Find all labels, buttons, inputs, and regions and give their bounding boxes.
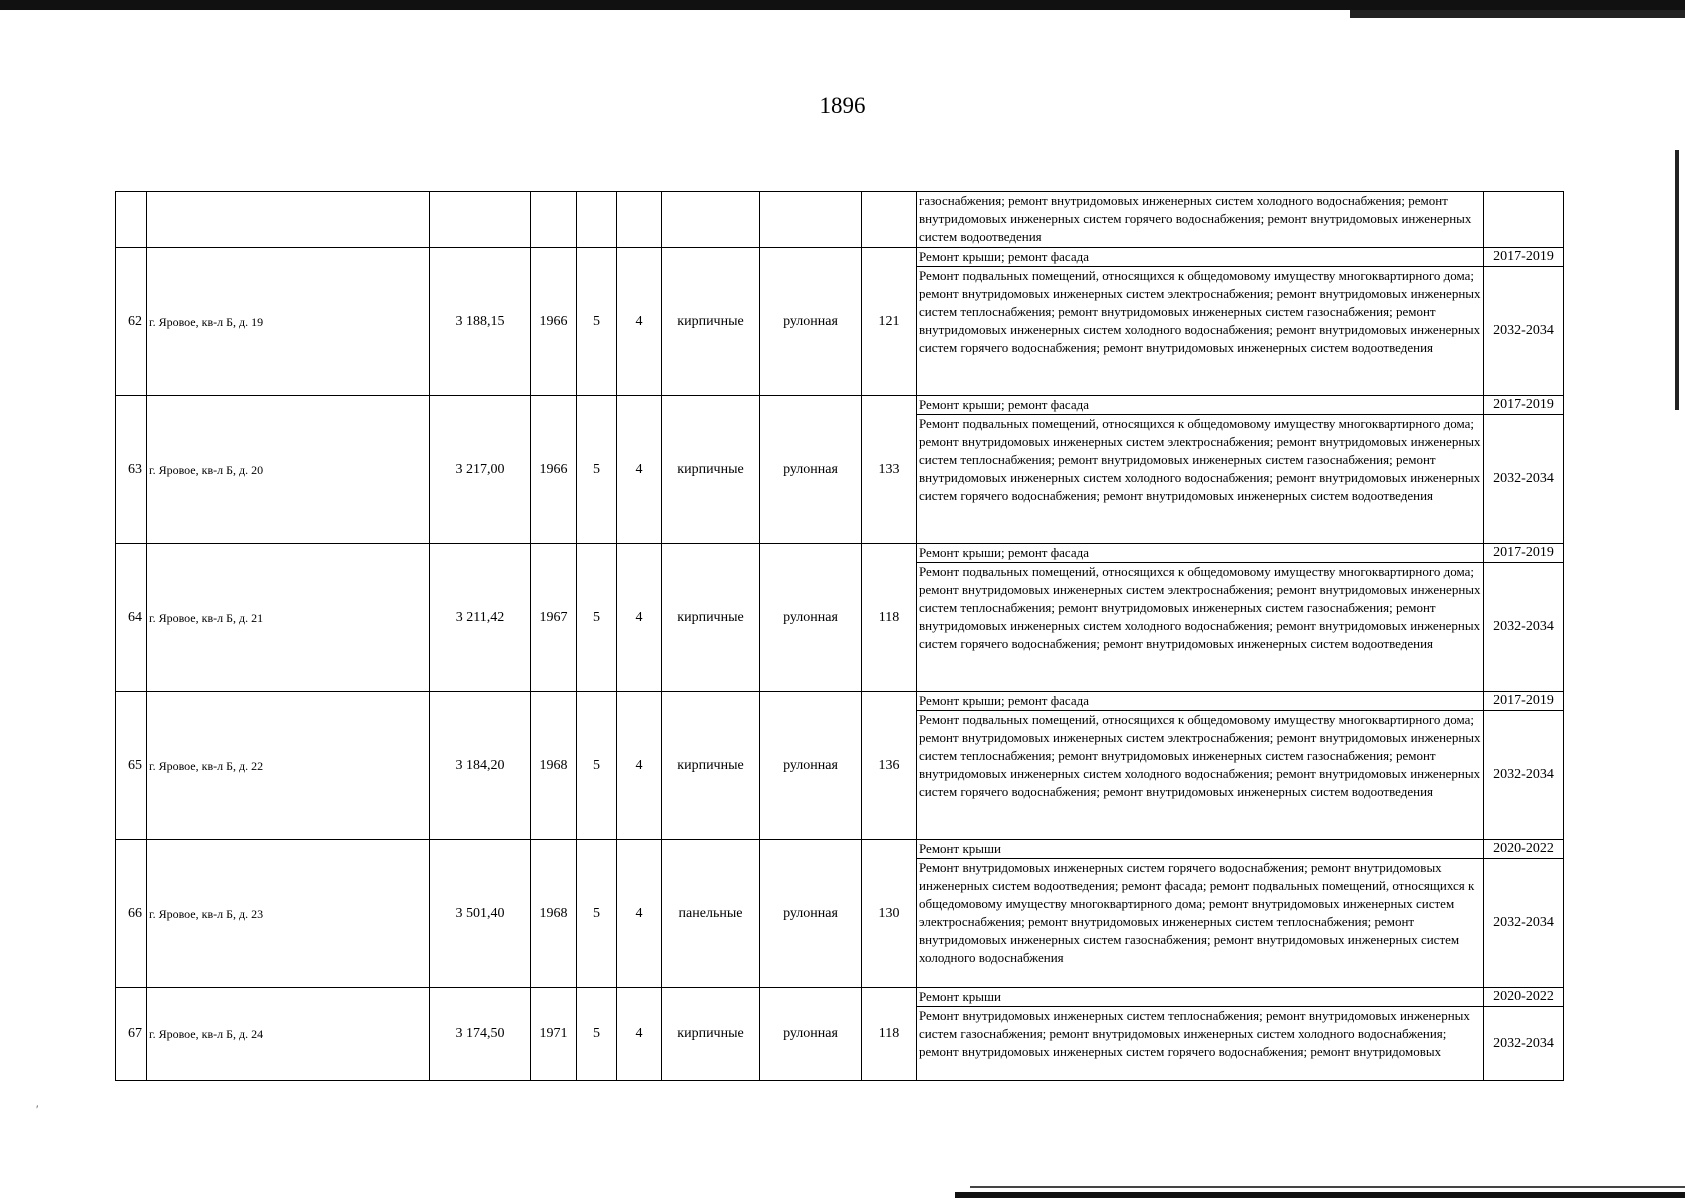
scan-border-top bbox=[0, 0, 1685, 10]
year-built: 1966 bbox=[531, 248, 577, 396]
period-secondary: 2032-2034 bbox=[1484, 859, 1564, 988]
works-secondary: Ремонт подвальных помещений, относящихся к общедомовому имуществу многоквартирного дома; ремонт внутридомовых инженерных систем электроснабжения; ремонт внутридомовых инженерных систем теплоснабжения; ремонт внутридомовых инженерных систем газоснабжения; ремонт внутридомовых инженерных систем холодного водоснабжения; ремонт внутридомовых инженерных систем горячего водоснабжения; ремонт внутридомовых инженерных систем водоотведения bbox=[917, 563, 1484, 692]
wall-material: панельные bbox=[662, 840, 760, 988]
year-built: 1971 bbox=[531, 988, 577, 1081]
entrances: 4 bbox=[617, 988, 662, 1081]
scan-border-bottom-line bbox=[970, 1186, 1685, 1188]
address: г. Яровое, кв-л Б, д. 21 bbox=[147, 544, 430, 692]
works-primary: Ремонт крыши bbox=[917, 988, 1484, 1007]
table-row bbox=[116, 396, 1564, 415]
area: 3 188,15 bbox=[430, 248, 531, 396]
period-secondary: 2032-2034 bbox=[1484, 563, 1564, 692]
works-primary: Ремонт крыши; ремонт фасада bbox=[917, 396, 1484, 415]
wall-material: кирпичные bbox=[662, 396, 760, 544]
address: г. Яровое, кв-л Б, д. 20 bbox=[147, 396, 430, 544]
entrances: 4 bbox=[617, 396, 662, 544]
year-built: 1966 bbox=[531, 396, 577, 544]
cell-empty bbox=[862, 192, 917, 248]
page-number: 1896 bbox=[819, 93, 866, 118]
works-secondary: Ремонт внутридомовых инженерных систем теплоснабжения; ремонт внутридомовых инженерных систем газоснабжения; ремонт внутридомовых инженерных систем холодного водоснабжения; ремонт внутридомовых инженерных систем горячего водоснабжения; ремонт внутридомовых bbox=[917, 1007, 1484, 1081]
roof-type: рулонная bbox=[760, 840, 862, 988]
works-secondary: Ремонт подвальных помещений, относящихся к общедомовому имуществу многоквартирного дома; ремонт внутридомовых инженерных систем электроснабжения; ремонт внутридомовых инженерных систем теплоснабжения; ремонт внутридомовых инженерных систем газоснабжения; ремонт внутридомовых инженерных систем холодного водоснабжения; ремонт внутридомовых инженерных систем горячего водоснабжения; ремонт внутридомовых инженерных систем водоотведения bbox=[917, 711, 1484, 840]
housing-repair-table bbox=[115, 191, 1564, 1081]
row-number: 65 bbox=[116, 692, 147, 840]
floors: 5 bbox=[577, 544, 617, 692]
roof-type: рулонная bbox=[760, 692, 862, 840]
period-primary: 2020-2022 bbox=[1484, 988, 1564, 1007]
roof-type: рулонная bbox=[760, 248, 862, 396]
wall-material: кирпичные bbox=[662, 988, 760, 1081]
roof-type: рулонная bbox=[760, 396, 862, 544]
row-number: 66 bbox=[116, 840, 147, 988]
scan-border-right bbox=[1675, 150, 1679, 410]
table-row bbox=[116, 692, 1564, 711]
cell-empty bbox=[617, 192, 662, 248]
area: 3 501,40 bbox=[430, 840, 531, 988]
floors: 5 bbox=[577, 396, 617, 544]
floors: 5 bbox=[577, 840, 617, 988]
floors: 5 bbox=[577, 988, 617, 1081]
area: 3 184,20 bbox=[430, 692, 531, 840]
scan-speck: ′ bbox=[36, 1102, 39, 1116]
works-continuation: газоснабжения; ремонт внутридомовых инженерных систем холодного водоснабжения; ремонт внутридомовых инженерных систем горячего водоснабжения; ремонт внутридомовых инженерных систем водоотведения bbox=[917, 192, 1484, 248]
cell-empty bbox=[147, 192, 430, 248]
floors: 5 bbox=[577, 248, 617, 396]
row-number: 62 bbox=[116, 248, 147, 396]
works-primary: Ремонт крыши; ремонт фасада bbox=[917, 544, 1484, 563]
continuation-row bbox=[116, 192, 1564, 248]
cell-empty bbox=[116, 192, 147, 248]
entrances: 4 bbox=[617, 840, 662, 988]
year-built: 1968 bbox=[531, 840, 577, 988]
residents: 118 bbox=[862, 544, 917, 692]
entrances: 4 bbox=[617, 692, 662, 840]
residents: 118 bbox=[862, 988, 917, 1081]
entrances: 4 bbox=[617, 544, 662, 692]
cell-empty bbox=[1484, 192, 1564, 248]
cell-empty bbox=[662, 192, 760, 248]
period-primary: 2017-2019 bbox=[1484, 396, 1564, 415]
works-primary: Ремонт крыши; ремонт фасада bbox=[917, 692, 1484, 711]
wall-material: кирпичные bbox=[662, 248, 760, 396]
works-primary: Ремонт крыши bbox=[917, 840, 1484, 859]
entrances: 4 bbox=[617, 248, 662, 396]
row-number: 63 bbox=[116, 396, 147, 544]
period-primary: 2017-2019 bbox=[1484, 544, 1564, 563]
period-secondary: 2032-2034 bbox=[1484, 711, 1564, 840]
period-secondary: 2032-2034 bbox=[1484, 267, 1564, 396]
cell-empty bbox=[760, 192, 862, 248]
table-row bbox=[116, 248, 1564, 267]
period-primary: 2017-2019 bbox=[1484, 248, 1564, 267]
address: г. Яровое, кв-л Б, д. 23 bbox=[147, 840, 430, 988]
area: 3 217,00 bbox=[430, 396, 531, 544]
works-primary: Ремонт крыши; ремонт фасада bbox=[917, 248, 1484, 267]
row-number: 67 bbox=[116, 988, 147, 1081]
works-secondary: Ремонт внутридомовых инженерных систем горячего водоснабжения; ремонт внутридомовых инженерных систем водоотведения; ремонт фасада; ремонт подвальных помещений, относящихся к общедомовому имуществу многоквартирного дома; ремонт внутридомовых инженерных систем электроснабжения; ремонт внутридомовых инженерных систем теплоснабжения; ремонт внутридомовых инженерных систем газоснабжения; ремонт внутридомовых инженерных систем холодного водоснабжения bbox=[917, 859, 1484, 988]
residents: 130 bbox=[862, 840, 917, 988]
table-row bbox=[116, 988, 1564, 1007]
period-secondary: 2032-2034 bbox=[1484, 415, 1564, 544]
row-number: 64 bbox=[116, 544, 147, 692]
residents: 121 bbox=[862, 248, 917, 396]
period-primary: 2020-2022 bbox=[1484, 840, 1564, 859]
works-secondary: Ремонт подвальных помещений, относящихся к общедомовому имуществу многоквартирного дома; ремонт внутридомовых инженерных систем электроснабжения; ремонт внутридомовых инженерных систем теплоснабжения; ремонт внутридомовых инженерных систем газоснабжения; ремонт внутридомовых инженерных систем холодного водоснабжения; ремонт внутридомовых инженерных систем горячего водоснабжения; ремонт внутридомовых инженерных систем водоотведения bbox=[917, 267, 1484, 396]
cell-empty bbox=[577, 192, 617, 248]
period-secondary: 2032-2034 bbox=[1484, 1007, 1564, 1081]
table-row bbox=[116, 544, 1564, 563]
wall-material: кирпичные bbox=[662, 692, 760, 840]
floors: 5 bbox=[577, 692, 617, 840]
address: г. Яровое, кв-л Б, д. 22 bbox=[147, 692, 430, 840]
roof-type: рулонная bbox=[760, 988, 862, 1081]
works-secondary: Ремонт подвальных помещений, относящихся к общедомовому имуществу многоквартирного дома; ремонт внутридомовых инженерных систем электроснабжения; ремонт внутридомовых инженерных систем теплоснабжения; ремонт внутридомовых инженерных систем газоснабжения; ремонт внутридомовых инженерных систем холодного водоснабжения; ремонт внутридомовых инженерных систем горячего водоснабжения; ремонт внутридомовых инженерных систем водоотведения bbox=[917, 415, 1484, 544]
roof-type: рулонная bbox=[760, 544, 862, 692]
wall-material: кирпичные bbox=[662, 544, 760, 692]
address: г. Яровое, кв-л Б, д. 19 bbox=[147, 248, 430, 396]
year-built: 1967 bbox=[531, 544, 577, 692]
residents: 133 bbox=[862, 396, 917, 544]
address: г. Яровое, кв-л Б, д. 24 bbox=[147, 988, 430, 1081]
area: 3 174,50 bbox=[430, 988, 531, 1081]
residents: 136 bbox=[862, 692, 917, 840]
table-row bbox=[116, 840, 1564, 859]
area: 3 211,42 bbox=[430, 544, 531, 692]
year-built: 1968 bbox=[531, 692, 577, 840]
cell-empty bbox=[430, 192, 531, 248]
scan-border-bottom bbox=[955, 1192, 1685, 1198]
scan-border-top-shadow bbox=[1350, 10, 1685, 18]
cell-empty bbox=[531, 192, 577, 248]
period-primary: 2017-2019 bbox=[1484, 692, 1564, 711]
